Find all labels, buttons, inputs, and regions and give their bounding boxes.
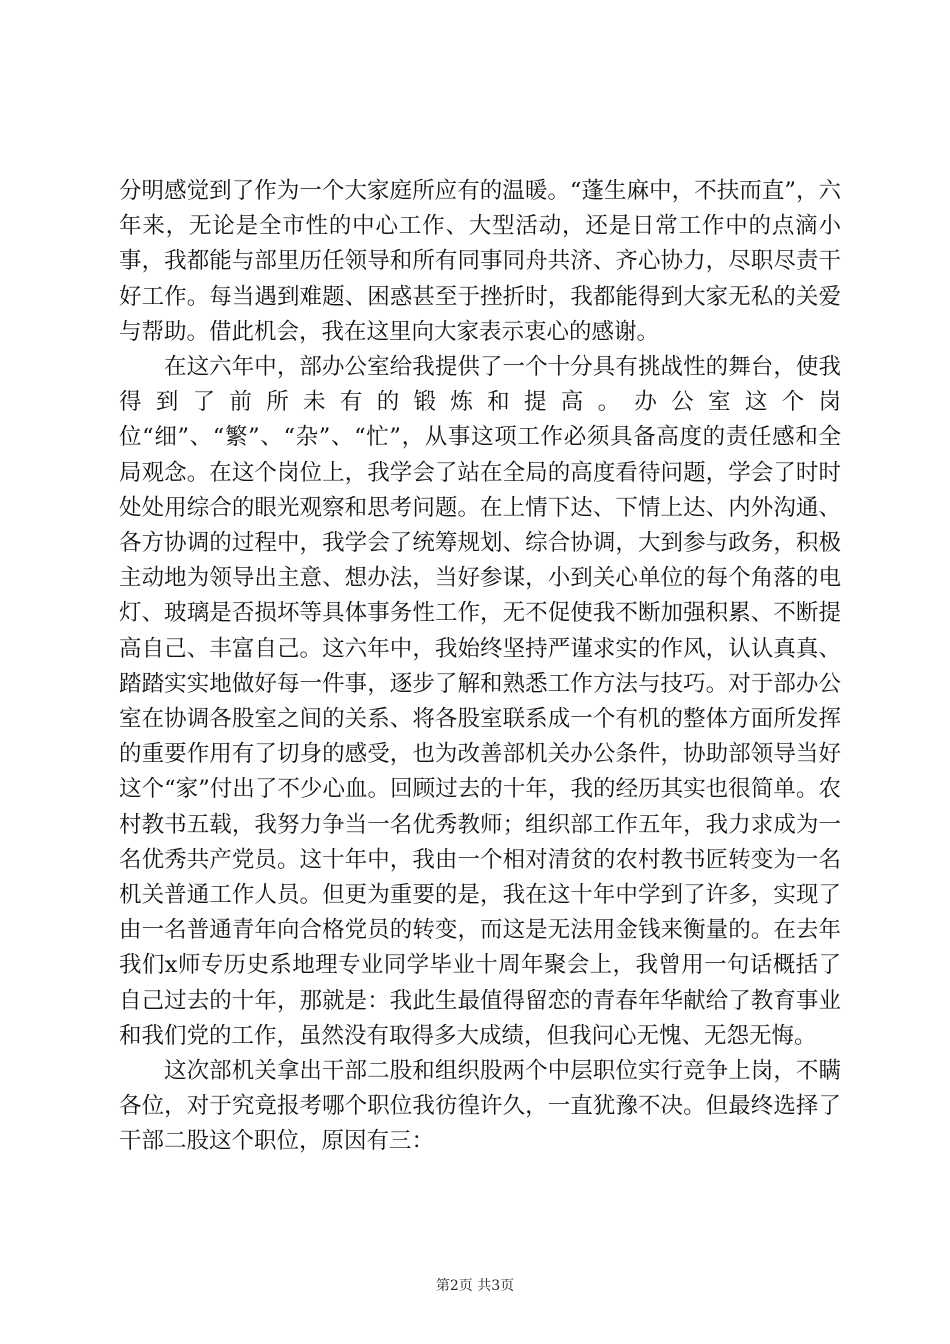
paragraph-2: 在这六年中，部办公室给我提供了一个十分具有挑战性的舞台，使我得到了前所未有的锻炼和提高。办公室这个岗位“细”、“繁”、“杂”、“忙”，从事这项工作必须具备高度的责任感和全局观念。在这个岗位上，我学会了站在全局的高度看待问题，学会了时时处处用综合的眼光观察和思考问题。在上情下达、下情上达、内外沟通、各方协调的过程中，我学会了统筹规划、综合协调，大到参与政务，积极主动地为领导出主意、想办法，当好参谋，小到关心单位的每个角落的电灯、玻璃是否损坏等具体事务性工作，无不促使我不断加强积累、不断提高自己、丰富自己。这六年中，我始终坚持严谨求实的作风，认认真真、踏踏实实地做好每一件事，逐步了解和熟悉工作方法与技巧。对于部办公室在协调各股室之间的关系、将各股室联系成一个有机的整体方面所发挥的重要作用有了切身的感受，也为改善部机关办公条件，协助部领导当好这个“家”付出了不少心血。回顾过去的十年，我的经历其实也很简单。农村教书五载，我努力争当一名优秀教师；组织部工作五年，我力求成为一名优秀共产党员。这十年中，我由一个相对清贫的农村教书匠转变为一名机关普通工作人员。但更为重要的是，我在这十年中学到了许多，实现了由一名普通青年向合格党员的转变，而这是无法用金钱来衡量的。在去年我们x师专历史系地理专业同学毕业十周年聚会上，我曾用一句话概括了自己过去的十年，那就是：我此生最值得留恋的青春年华献给了教育事业和我们党的工作，虽然没有取得多大成绩，但我问心无愧、无怨无悔。: [119, 354, 841, 1049]
paragraph-3: 这次部机关拿出干部二股和组织股两个中层职位实行竞争上岗，不瞒各位，对于究竟报考哪个职位我彷徨许久，一直犹豫不决。但最终选择了干部二股这个职位，原因有三：: [119, 1058, 841, 1155]
document-body: [119, 174, 841, 1160]
paragraph-1: 分明感觉到了作为一个大家庭所应有的温暖。“蓬生麻中，不扶而直”，六年来，无论是全市性的中心工作、大型活动，还是日常工作中的点滴小事，我都能与部里历任领导和所有同事同舟共济、齐心协力，尽职尽责干好工作。每当遇到难题、困惑甚至于挫折时，我都能得到大家无私的关爱与帮助。借此机会，我在这里向大家表示衷心的感谢。: [119, 178, 841, 345]
page-footer: 第2页 共3页: [435, 1278, 515, 1294]
